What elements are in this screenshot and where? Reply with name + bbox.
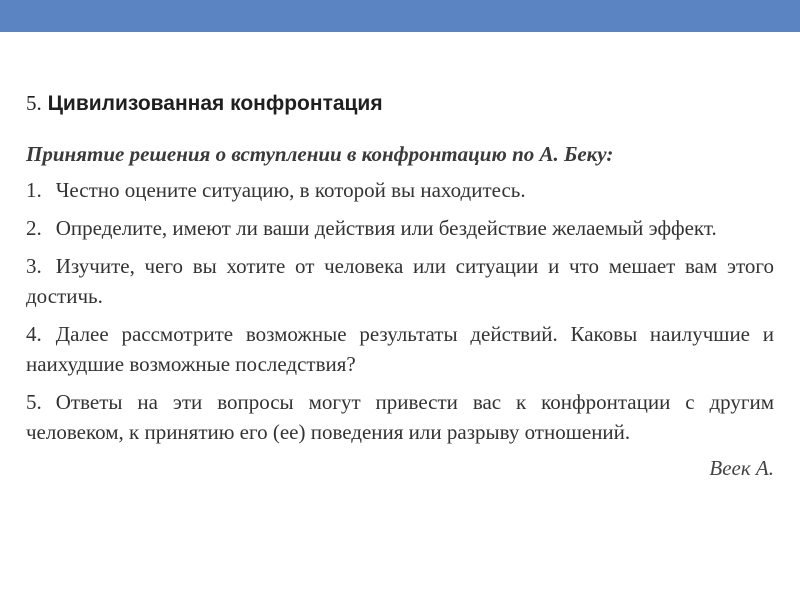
list-item-text: Изучите, чего вы хотите от человека или ситуации и что мешает вам этого достичь. <box>26 254 774 308</box>
slide-subtitle: Принятие решения о вступлении в конфронтацию по А. Беку: <box>26 142 614 166</box>
list-item-text: Определите, имеют ли ваши действия или бездействие желаемый эффект. <box>55 216 717 240</box>
list-item-number: 5. <box>26 390 42 414</box>
list-item-text: Честно оцените ситуацию, в которой вы находитесь. <box>55 178 526 202</box>
list-item-text: Ответы на эти вопросы могут привести вас к конфронтации с другим человеком, к принятию его (ее) поведения или разрыву отношений. <box>26 390 774 444</box>
list-item-number: 2. <box>26 216 42 240</box>
list-item-text: Далее рассмотрите возможные результаты действий. Каковы наилучшие и наихудшие возможные последствия? <box>26 322 774 376</box>
heading-number: 5. <box>26 91 42 115</box>
list-item <box>26 387 774 447</box>
top-accent-bar <box>0 0 800 32</box>
slide-heading <box>26 90 774 117</box>
list-item <box>26 319 774 379</box>
author-attribution: Веек А. <box>709 456 774 480</box>
list-item <box>26 213 774 243</box>
slide-content <box>26 90 774 483</box>
list-item-number: 3. <box>26 254 42 278</box>
list-item <box>26 175 774 205</box>
list-item <box>26 251 774 311</box>
heading-text: Цивилизованная конфронтация <box>47 92 383 115</box>
list-item-number: 1. <box>26 178 42 202</box>
list-item-number: 4. <box>26 322 42 346</box>
